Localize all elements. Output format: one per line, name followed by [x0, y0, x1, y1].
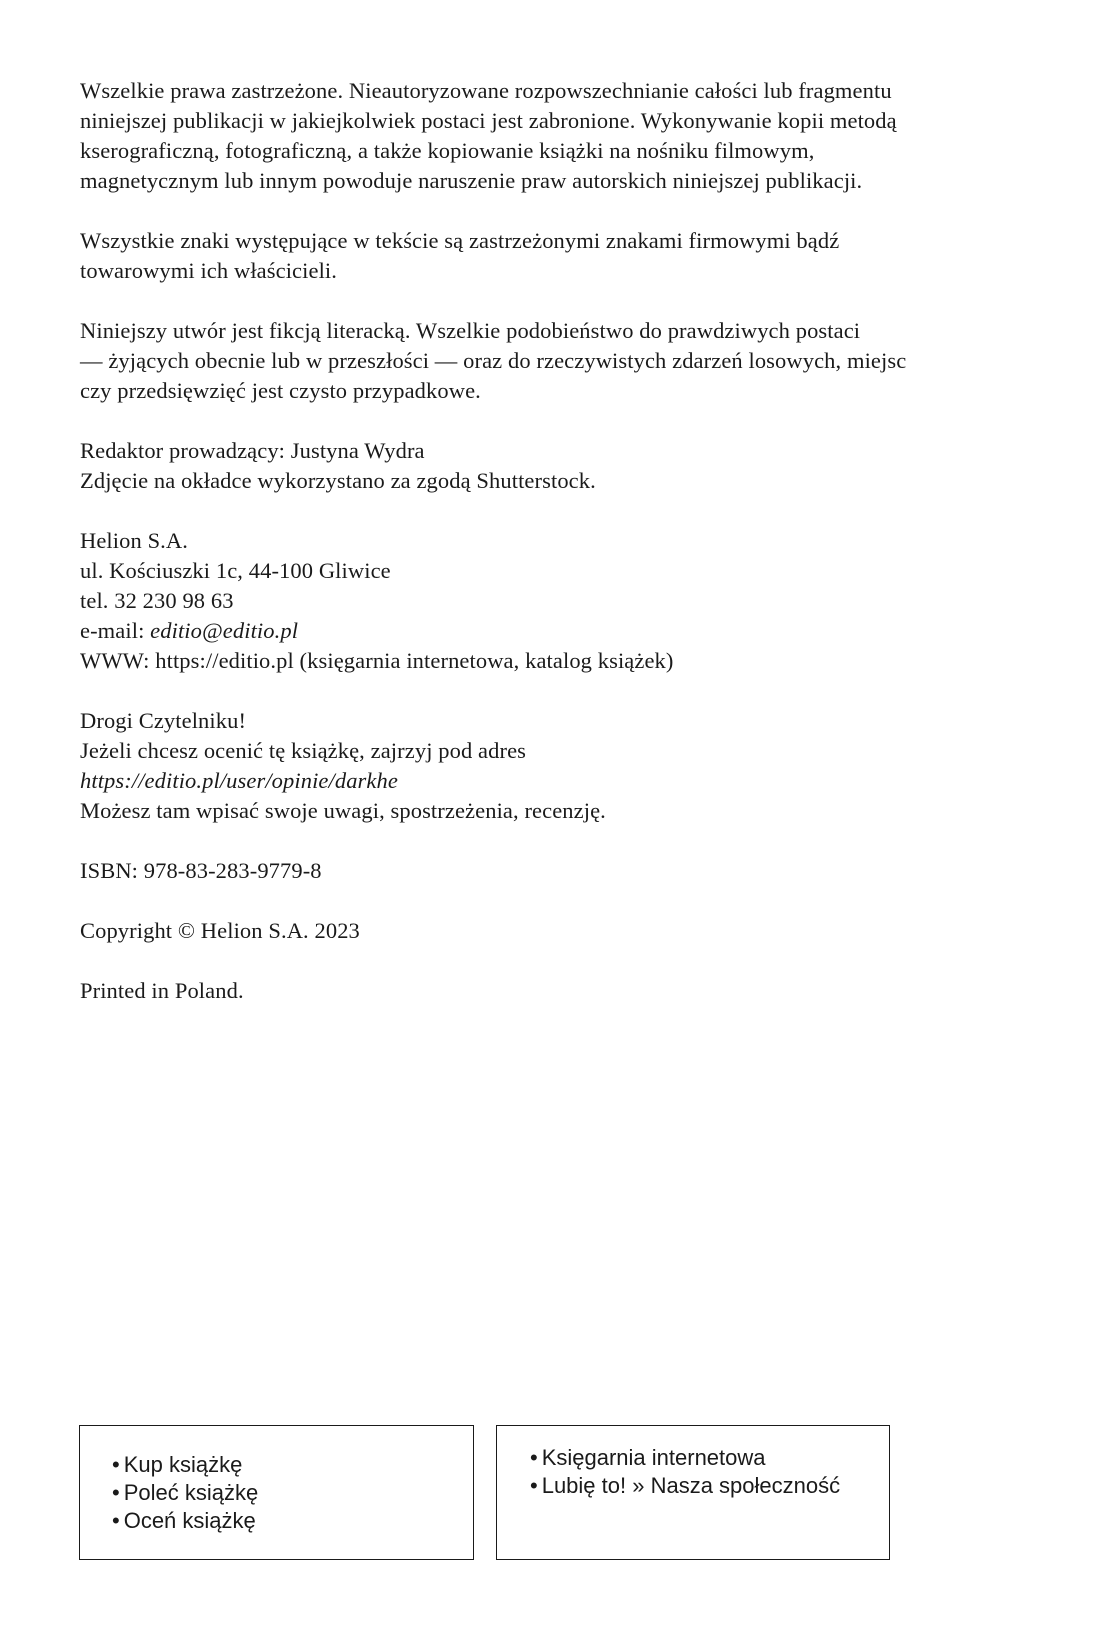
- printed-in: Printed in Poland.: [80, 978, 244, 1003]
- credits-paragraph: [80, 436, 1010, 496]
- rights-line: kserograficzną, fotograficzną, a także kopiowanie książki na nośniku filmowym,: [80, 138, 815, 163]
- trademarks-line: Wszystkie znaki występujące w tekście są zastrzeżonymi znakami firmowymi bądź: [80, 228, 840, 253]
- publisher-name: Helion S.A.: [80, 528, 188, 553]
- review-url-link[interactable]: https://editio.pl/user/opinie/darkhe: [80, 768, 398, 793]
- bullet: •: [112, 1480, 120, 1505]
- rights-line: niniejszej publikacji w jakiejkolwiek postaci jest zabronione. Wykonywanie kopii metodą: [80, 108, 897, 133]
- fiction-paragraph: [80, 316, 1010, 406]
- trademarks-paragraph: [80, 226, 1010, 286]
- trademarks-line: towarowymi ich właścicieli.: [80, 258, 338, 283]
- reader-paragraph: [80, 706, 1010, 826]
- copyright-paragraph: [80, 916, 1010, 946]
- rights-line: magnetycznym lub innym powoduje naruszenie praw autorskich niniejszej publikacji.: [80, 168, 863, 193]
- publisher-www[interactable]: WWW: https://editio.pl (księgarnia internetowa, katalog książek): [80, 648, 674, 673]
- bullet: •: [530, 1445, 538, 1470]
- store-links-box: [496, 1425, 890, 1560]
- online-bookstore-link[interactable]: [530, 1444, 889, 1472]
- book-actions-box: [79, 1425, 474, 1560]
- bullet: •: [112, 1452, 120, 1477]
- recommend-book-label: Poleć książkę: [123, 1480, 259, 1505]
- publisher-phone: tel. 32 230 98 63: [80, 588, 234, 613]
- bullet: •: [112, 1508, 120, 1533]
- editor-credit: Redaktor prowadzący: Justyna Wydra: [80, 438, 425, 463]
- fiction-line: czy przedsięwzięć jest czysto przypadkowe.: [80, 378, 481, 403]
- buy-book-link[interactable]: [112, 1451, 473, 1479]
- community-link[interactable]: [530, 1472, 889, 1500]
- community-label: Lubię to! » Nasza społeczność: [541, 1473, 841, 1498]
- recommend-book-link[interactable]: [112, 1479, 473, 1507]
- publisher-email-line: [80, 616, 1010, 646]
- rate-book-label: Oceń książkę: [123, 1508, 256, 1533]
- copyright-notice: Copyright © Helion S.A. 2023: [80, 918, 360, 943]
- publisher-paragraph: [80, 526, 1010, 676]
- store-links-list: [497, 1426, 889, 1500]
- online-bookstore-label: Księgarnia internetowa: [541, 1445, 766, 1470]
- reader-invite: Jeżeli chcesz ocenić tę książkę, zajrzyj pod adres: [80, 738, 527, 763]
- reader-note: Możesz tam wpisać swoje uwagi, spostrzeżenia, recenzję.: [80, 798, 606, 823]
- rate-book-link[interactable]: [112, 1507, 473, 1535]
- bullet: •: [530, 1473, 538, 1498]
- reader-greeting: Drogi Czytelniku!: [80, 708, 247, 733]
- fiction-line: Niniejszy utwór jest fikcją literacką. Wszelkie podobieństwo do prawdziwych postaci: [80, 318, 861, 343]
- book-actions-list: [80, 1426, 473, 1535]
- rights-paragraph: [80, 76, 1010, 196]
- publisher-address: ul. Kościuszki 1c, 44-100 Gliwice: [80, 558, 391, 583]
- cover-credit: Zdjęcie na okładce wykorzystano za zgodą Shutterstock.: [80, 468, 596, 493]
- isbn-paragraph: [80, 856, 1010, 886]
- printed-paragraph: [80, 976, 1010, 1006]
- email-link[interactable]: editio@editio.pl: [150, 618, 299, 643]
- rights-line: Wszelkie prawa zastrzeżone. Nieautoryzowane rozpowszechnianie całości lub fragmentu: [80, 78, 892, 103]
- isbn: ISBN: 978-83-283-9779-8: [80, 858, 322, 883]
- email-label: e-mail:: [80, 618, 151, 643]
- fiction-line: — żyjących obecnie lub w przeszłości — oraz do rzeczywistych zdarzeń losowych, miejsc: [80, 348, 907, 373]
- copyright-page: [80, 76, 1010, 1036]
- buy-book-label: Kup książkę: [123, 1452, 243, 1477]
